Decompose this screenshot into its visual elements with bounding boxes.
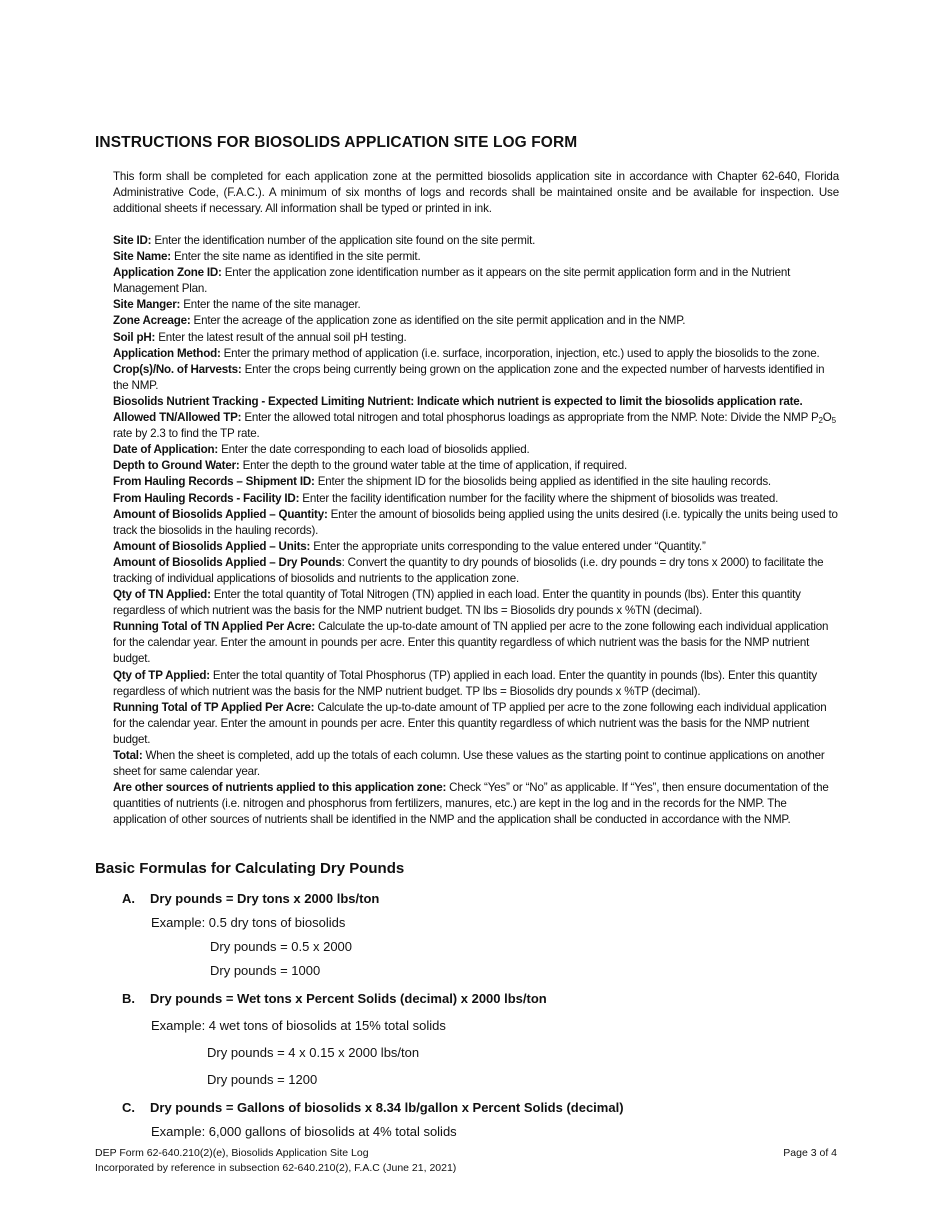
definition-limiting-nutrient <box>113 394 839 410</box>
definition-term: Amount of Biosolids Applied – Units: <box>113 539 311 553</box>
definition-dry-pounds <box>113 555 839 587</box>
definition-term: Amount of Biosolids Applied – Dry Pounds <box>113 555 342 569</box>
definition-text: Enter the date corresponding to each load of biosolids applied. <box>218 443 530 457</box>
definition-text: Enter the name of the site manager. <box>180 298 361 312</box>
definition-term: Site ID: <box>113 234 152 247</box>
formula-c-heading <box>122 1100 624 1115</box>
definition-term: Depth to Ground Water: <box>113 459 240 473</box>
definition-total <box>113 748 839 780</box>
intro-paragraph: This form shall be completed for each application zone at the permitted biosolids application site in accordance with Chapter 62-640, Florida Administrative Code, (F.A.C.). A minimum of six months of logs and records shall be maintained onsite and be available for inspection. Use additional sheets if necessary. All information shall be typed or printed in ink. <box>113 170 839 216</box>
definition-text: Calculate the up-to-date amount of TP applied per acre to the zone following each individual application for the calendar year. Enter the amount in pounds per acre. Enter this quantity regardless of which nutrient was the basis for the NMP nutrient budget. <box>113 700 827 746</box>
definition-shipment-id <box>113 474 839 490</box>
definition-units <box>113 539 839 555</box>
formula-a-example: Example: 0.5 dry tons of biosolids <box>151 915 346 930</box>
definition-term: Qty of TN Applied: <box>113 588 211 602</box>
definition-site-name <box>113 249 839 265</box>
definition-term: Site Manger: <box>113 298 181 312</box>
definition-running-total-tp <box>113 700 839 748</box>
footer-page-number: Page 3 of 4 <box>783 1147 837 1159</box>
definition-text: Enter the total quantity of Total Phosphorus (TP) applied in each load. Enter the quantity in pounds (lbs). Enter this quantity regardless of which nutrient was the basis for the NMP nutrient budget. TP lbs = Biosolids dry pounds x %TP (decimal). <box>113 668 817 698</box>
definition-text: Enter the identification number of the application site found on the site permit. <box>151 234 536 247</box>
p2o5-sub-5: 5 <box>831 416 836 426</box>
definition-term: Crop(s)/No. of Harvests: <box>113 362 242 376</box>
definition-text: Enter the allowed total nitrogen and total phosphorus loadings as appropriate from the NMP. Note: Divide the NMP <box>241 411 811 425</box>
formula-b-example: Example: 4 wet tons of biosolids at 15% total solids <box>151 1018 446 1033</box>
formula-a-step-2: Dry pounds = 1000 <box>210 963 321 978</box>
footer-incorporated: Incorporated by reference in subsection 62-640.210(2), F.A.C (June 21, 2021) <box>95 1162 457 1174</box>
definition-application-method <box>113 346 839 362</box>
definition-site-id <box>113 233 839 249</box>
definition-zone-acreage <box>113 313 839 329</box>
definition-text: Enter the depth to the ground water table at the time of application, if required. <box>239 459 628 473</box>
definition-text: Enter the latest result of the annual soil pH testing. <box>155 330 407 344</box>
definition-soil-ph <box>113 330 839 346</box>
definition-term: Running Total of TN Applied Per Acre: <box>113 620 316 634</box>
formula-text: Dry pounds = Wet tons x Percent Solids (decimal) x 2000 lbs/ton <box>150 991 547 1006</box>
definition-other-sources <box>113 780 839 828</box>
formula-letter: C. <box>122 1100 135 1115</box>
definition-facility-id <box>113 491 839 507</box>
definition-term: Biosolids Nutrient Tracking - Expected Limiting Nutrient: Indicate which nutrient is expected to limit the biosolids application rate. <box>113 394 803 408</box>
page-title: INSTRUCTIONS FOR BIOSOLIDS APPLICATION SITE LOG FORM <box>95 134 578 151</box>
definition-site-manager <box>113 297 839 313</box>
formula-text: Dry pounds = Gallons of biosolids x 8.34 lb/gallon x Percent Solids (decimal) <box>150 1100 624 1115</box>
formulas-title: Basic Formulas for Calculating Dry Pounds <box>95 860 405 877</box>
definition-text: Enter the shipment ID for the biosolids being applied as identified in the site hauling records. <box>314 475 771 489</box>
definition-term: Zone Acreage: <box>113 314 191 328</box>
definition-text: Enter the application zone identification number as it appears on the site permit application form and in the Nutrient Management Plan. <box>113 266 791 296</box>
definition-text: Enter the crops being currently being grown on the application zone and the expected number of harvests identified in the NMP. <box>113 362 825 392</box>
definition-term: Site Name: <box>113 250 171 264</box>
field-definitions <box>113 233 839 828</box>
formula-b-step-1: Dry pounds = 4 x 0.15 x 2000 lbs/ton <box>207 1045 420 1060</box>
definition-term: From Hauling Records - Facility ID: <box>113 491 300 505</box>
definition-text: Enter the site name as identified in the site permit. <box>170 250 421 264</box>
definition-term: Allowed TN/Allowed TP: <box>113 411 242 425</box>
definition-text: Enter the total quantity of Total Nitrogen (TN) applied in each load. Enter the quantity in pounds (lbs). Enter this quantity regardless of which nutrient was the basis for the NMP nutrient budget. TN lbs = Biosolids dry pounds x %TN (decimal). <box>113 588 801 618</box>
p2o5-p: P <box>810 411 819 425</box>
definition-crops-harvests <box>113 362 839 394</box>
formula-letter: A. <box>122 891 135 906</box>
definition-qty-tp <box>113 668 839 700</box>
definition-term: Date of Application: <box>113 443 219 457</box>
definition-text: Enter the primary method of application (i.e. surface, incorporation, injection, etc.) used to apply the biosolids to the zone. <box>220 346 820 360</box>
formula-b-step-2: Dry pounds = 1200 <box>207 1072 318 1087</box>
definition-date-of-application <box>113 442 839 458</box>
definition-term: Amount of Biosolids Applied – Quantity: <box>113 507 328 521</box>
formula-text: Dry pounds = Dry tons x 2000 lbs/ton <box>150 891 380 906</box>
definition-quantity <box>113 507 839 539</box>
definition-term: Soil pH: <box>113 330 156 344</box>
definition-running-total-tn <box>113 619 839 667</box>
formula-c-example: Example: 6,000 gallons of biosolids at 4% total solids <box>151 1124 457 1139</box>
p2o5-o: O <box>822 411 832 425</box>
definition-text: Enter the appropriate units corresponding to the value entered under “Quantity.” <box>310 539 706 553</box>
definition-text: Enter the facility identification number for the facility where the shipment of biosolids was treated. <box>299 491 779 505</box>
definition-term: Running Total of TP Applied Per Acre: <box>113 700 315 714</box>
definition-application-zone-id <box>113 265 839 297</box>
definition-text: Enter the acreage of the application zone as identified on the site permit application and in the NMP. <box>190 314 686 328</box>
formula-letter: B. <box>122 991 135 1006</box>
definition-term: Qty of TP Applied: <box>113 668 210 682</box>
definition-allowed-tn-tp <box>113 410 839 442</box>
definition-text: Calculate the up-to-date amount of TN applied per acre to the zone following each individual application for the calendar year. Enter the amount in pounds per acre. Enter this quantity regardless of which nutrient was the basis for the NMP nutrient budget. <box>113 620 829 666</box>
definition-text: Enter the amount of biosolids being applied using the units desired (i.e. typically the units being used to track the biosolids in the hauling records). <box>113 507 838 537</box>
formula-a-step-1: Dry pounds = 0.5 x 2000 <box>210 939 353 954</box>
definition-qty-tn <box>113 587 839 619</box>
formula-b-heading <box>122 991 547 1006</box>
definition-term: Application Zone ID: <box>113 266 222 280</box>
p2o5-sub-2: 2 <box>818 416 823 426</box>
definition-depth-to-ground-water <box>113 458 839 474</box>
definition-term: Application Method: <box>113 346 221 360</box>
definition-text: When the sheet is completed, add up the totals of each column. Use these values as the starting point to continue applications on another sheet for same calendar year. <box>113 749 825 779</box>
formula-a-heading <box>122 891 379 906</box>
definition-text: : Convert the quantity to dry pounds of biosolids (i.e. dry pounds = dry tons x 2000) to facilitate the tracking of individual applications of biosolids and nutrients to the application zone. <box>113 555 824 585</box>
definition-term: Are other sources of nutrients applied to this application zone: <box>113 781 447 795</box>
definition-term: Total: <box>113 749 143 762</box>
definition-term: From Hauling Records – Shipment ID: <box>113 475 315 489</box>
definition-text-end: rate by 2.3 to find the TP rate. <box>113 427 260 441</box>
footer-form-line: DEP Form 62-640.210(2)(e), Biosolids Application Site Log <box>95 1147 369 1159</box>
definition-text: Check “Yes” or “No” as applicable. If “Yes”, then ensure documentation of the quantities of nutrients (i.e. nitrogen and phosphorus from fertilizers, manures, etc.) are kept in the log and in the records for the NMP. The application of other sources of nutrients shall be identified in the NMP and the application shall be conducted in accordance with the NMP. <box>113 781 829 827</box>
